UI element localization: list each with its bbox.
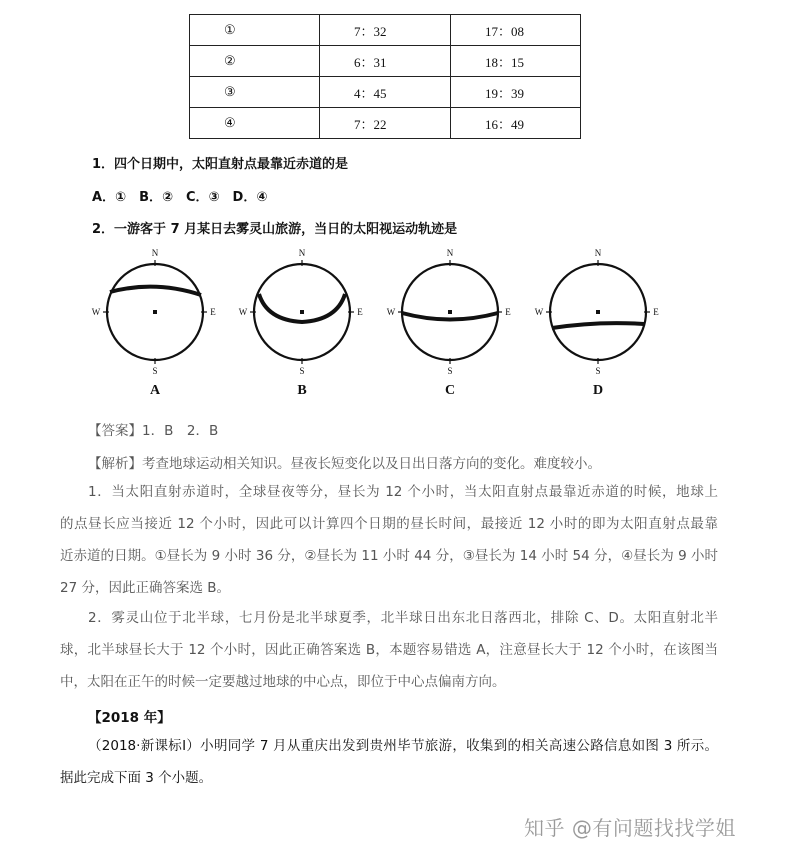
svg-text:S: S [595,366,601,376]
svg-text:W: W [386,307,396,317]
svg-text:S: S [447,366,453,376]
row-index: ③ [190,77,320,108]
svg-text:E: E [210,307,216,317]
svg-text:E: E [653,307,659,317]
paragraph-line: 的点昼长应当接近 12 个小时，因此可以计算四个日期的昼长时间，最接近 12 小时的即为太阳直射点最靠 [60,516,718,532]
svg-text:W: W [238,307,248,317]
explanation-paragraph-1 [60,476,718,604]
paragraph-line: 近赤道的日期。①昼长为 9 小时 36 分，②昼长为 11 小时 44 分，③昼长为 14 小时 54 分，④昼长为 9 小时 [60,548,718,564]
table-row [190,15,581,46]
sunset-time: 19：39 [451,77,581,108]
sun-path-diagram-c [385,240,515,380]
sunrise-time: 4：45 [320,77,451,108]
explanation-paragraph-2 [60,602,718,698]
svg-text:W: W [534,307,544,317]
svg-text:W: W [91,307,101,317]
sunrise-sunset-table [189,14,581,139]
paragraph-line: 27 分，因此正确答案选 B。 [60,580,231,596]
figure-label: C [444,383,456,398]
figure-c [385,240,515,405]
sun-path-diagram-a [90,240,220,380]
table-row [190,77,581,108]
question-1-options: A．① B．② C．③ D．④ [92,190,268,205]
table-row [190,46,581,77]
zhihu-watermark: 知乎 @有问题找找学姐 [524,816,736,840]
paragraph-line: 2．雾灵山位于北半球，七月份是北半球夏季，北半球日出东北日落西北，排除 C、D。太阳直射北半 [88,610,718,626]
paragraph-line: 中，太阳在正午的时候一定要越过地球的中心点，即位于中心点偏南方向。 [60,674,506,690]
table-row [190,108,581,139]
question-1: 1．四个日期中，太阳直射点最靠近赤道的是 [92,157,349,172]
year-heading: 【2018 年】 [88,710,171,726]
paragraph-line: 据此完成下面 3 个小题。 [60,770,213,786]
row-index: ② [190,46,320,77]
svg-text:N: N [446,248,454,258]
paragraph-line: 1．当太阳直射赤道时，全球昼夜等分，昼长为 12 个小时，当太阳直射点最靠近赤道的时候，地球上 [88,484,718,500]
svg-text:S: S [299,366,305,376]
paragraph-line: 球，北半球昼长大于 12 个小时，因此正确答案选 B，本题容易错选 A，注意昼长大于 12 个小时，在该图当 [60,642,718,658]
svg-text:N: N [594,248,602,258]
figure-b [237,240,367,405]
figure-a [90,240,220,405]
analysis-line: 【解析】考查地球运动相关知识。昼夜长短变化以及日出日落方向的变化。难度较小。 [88,456,601,472]
sunset-time: 16：49 [451,108,581,139]
figure-label: A [149,383,161,398]
svg-text:S: S [152,366,158,376]
paragraph-line: （2018·新课标Ⅰ）小明同学 7 月从重庆出发到贵州毕节旅游，收集到的相关高速公路信息如图 3 所示。 [88,738,718,754]
svg-text:E: E [505,307,511,317]
row-index: ① [190,15,320,46]
svg-text:E: E [357,307,363,317]
figure-label: B [297,383,307,398]
sunset-time: 18：15 [451,46,581,77]
svg-text:N: N [151,248,159,258]
sun-path-diagram-d [533,240,663,380]
svg-text:N: N [298,248,306,258]
sunrise-time: 6：31 [320,46,451,77]
figure-d [533,240,663,405]
figure-label: D [592,383,604,398]
sun-path-diagram-b [237,240,367,380]
sunrise-time: 7：32 [320,15,451,46]
question-intro-paragraph [60,730,718,794]
sunset-time: 17：08 [451,15,581,46]
answer-line: 【答案】1．B 2．B [88,423,219,439]
sunrise-time: 7：22 [320,108,451,139]
row-index: ④ [190,108,320,139]
question-2: 2．一游客于 7 月某日去雾灵山旅游，当日的太阳视运动轨迹是 [92,222,458,237]
